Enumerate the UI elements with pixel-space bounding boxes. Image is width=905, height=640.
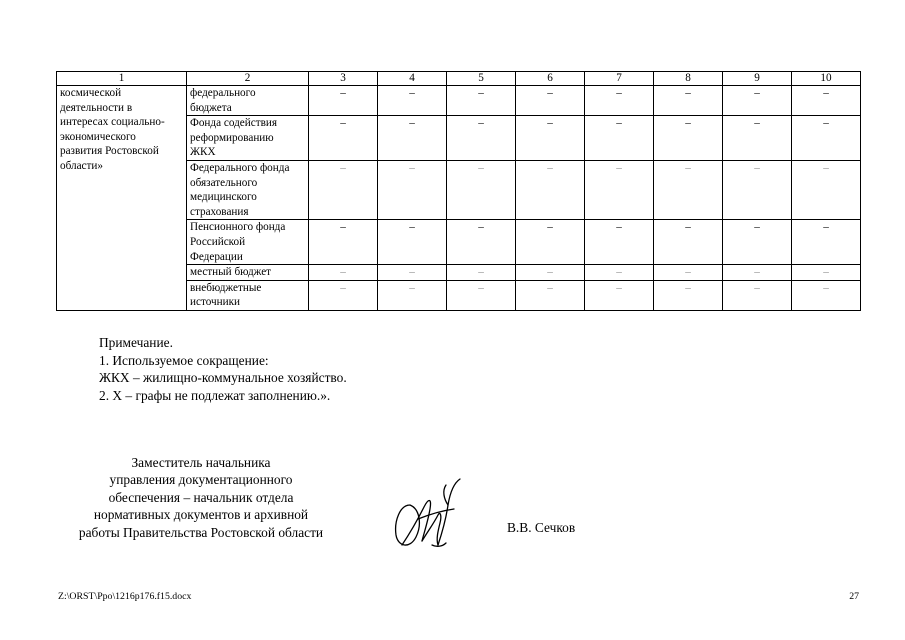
value-cell: – (516, 265, 585, 281)
value-cell: – (723, 116, 792, 161)
value-cell: – (378, 280, 447, 310)
value-cell: – (516, 220, 585, 265)
value-cell: – (447, 220, 516, 265)
value-cell: – (792, 116, 861, 161)
funding-source-line: Российской (190, 235, 246, 248)
value-cell: – (723, 220, 792, 265)
value-cell: – (447, 280, 516, 310)
value-cell: – (585, 160, 654, 219)
funding-source-cell (187, 280, 309, 310)
funding-source-line: внебюджетные (190, 281, 262, 294)
value-cell: – (654, 280, 723, 310)
position-line: обеспечения – начальник отдела (108, 489, 294, 505)
position-line: работы Правительства Ростовской области (78, 524, 324, 540)
value-cell: – (447, 265, 516, 281)
funding-source-line: бюджета (190, 101, 232, 114)
program-name-line: космической (60, 87, 122, 99)
value-cell: – (792, 160, 861, 219)
signer-name: В.В. Сечков (507, 520, 576, 535)
value-cell: – (792, 280, 861, 310)
value-cell: – (585, 86, 654, 116)
page-number: 27 (849, 591, 859, 602)
value-cell: – (378, 116, 447, 161)
value-cell: – (378, 160, 447, 219)
position-line: управления документационного (109, 472, 293, 488)
value-cell: – (309, 160, 378, 219)
value-cell: – (309, 220, 378, 265)
funding-source-line: Федерации (190, 250, 243, 263)
note-line: 1. Используемое сокращение: (99, 352, 269, 368)
value-cell: – (723, 265, 792, 281)
funding-source-line: Федерального фонда (190, 161, 290, 174)
funding-source-cell (187, 86, 309, 116)
value-cell: – (309, 280, 378, 310)
column-number-header: 5 (447, 72, 516, 86)
funding-source-line: ЖКХ (190, 146, 216, 159)
funding-source-line: реформированию (190, 131, 274, 144)
funding-source-line: медицинского (190, 191, 257, 204)
position-line: нормативных документов и архивной (93, 507, 309, 523)
funding-source-cell (187, 265, 309, 281)
program-name-line: интересах социально- (60, 116, 165, 129)
notes-section (99, 334, 347, 404)
column-number-header: 6 (516, 72, 585, 86)
table-header-row (57, 72, 861, 86)
budget-table (56, 71, 861, 311)
column-number-header: 9 (723, 72, 792, 86)
funding-source-line: Фонда содействия (190, 117, 278, 130)
table-body (57, 86, 861, 311)
value-cell: – (654, 86, 723, 116)
value-cell: – (654, 160, 723, 219)
note-line: 2. Х – графы не подлежат заполнению.». (99, 387, 331, 403)
funding-source-line: обязательного (190, 176, 258, 189)
funding-source-line: федерального (190, 87, 256, 99)
value-cell: – (378, 86, 447, 116)
value-cell: – (723, 86, 792, 116)
column-number-header: 4 (378, 72, 447, 86)
value-cell: – (516, 160, 585, 219)
funding-source-line: Пенсионного фонда (190, 221, 286, 234)
program-name-line: области» (60, 159, 103, 172)
column-number-header: 10 (792, 72, 861, 86)
program-name-line: экономического (60, 130, 136, 143)
program-name-line: развития Ростовской (60, 145, 159, 158)
value-cell: – (654, 265, 723, 281)
program-name-cell (57, 86, 187, 311)
column-number-header: 1 (57, 72, 187, 86)
value-cell: – (447, 160, 516, 219)
value-cell: – (309, 116, 378, 161)
footer-file-path: Z:\ORST\Ppo\1216p176.f15.docx (58, 591, 192, 602)
value-cell: – (654, 116, 723, 161)
value-cell: – (585, 280, 654, 310)
note-line: ЖКХ – жилищно-коммунальное хозяйство. (99, 370, 347, 386)
value-cell: – (585, 116, 654, 161)
value-cell: – (378, 265, 447, 281)
program-name-line: деятельности в (60, 101, 133, 114)
value-cell: – (585, 220, 654, 265)
value-cell: – (309, 86, 378, 116)
funding-source-line: местный бюджет (190, 266, 272, 279)
value-cell: – (585, 265, 654, 281)
position-line: Заместитель начальника (131, 455, 271, 470)
value-cell: – (723, 280, 792, 310)
value-cell: – (516, 116, 585, 161)
value-cell: – (654, 220, 723, 265)
value-cell: – (723, 160, 792, 219)
value-cell: – (792, 265, 861, 281)
value-cell: – (792, 220, 861, 265)
column-number-header: 3 (309, 72, 378, 86)
funding-source-line: страхования (190, 205, 249, 218)
value-cell: – (447, 116, 516, 161)
value-cell: – (516, 86, 585, 116)
value-cell: – (447, 86, 516, 116)
table-row (57, 86, 861, 116)
value-cell: – (309, 265, 378, 281)
value-cell: – (516, 280, 585, 310)
funding-source-cell (187, 160, 309, 219)
value-cell: – (792, 86, 861, 116)
column-number-header: 8 (654, 72, 723, 86)
notes-title: Примечание. (99, 335, 173, 350)
value-cell: – (378, 220, 447, 265)
handwritten-signature (388, 475, 466, 555)
funding-source-cell (187, 220, 309, 265)
funding-source-cell (187, 116, 309, 161)
column-number-header: 2 (187, 72, 309, 86)
signer-position (56, 454, 346, 541)
funding-source-line: источники (190, 296, 241, 309)
column-number-header: 7 (585, 72, 654, 86)
